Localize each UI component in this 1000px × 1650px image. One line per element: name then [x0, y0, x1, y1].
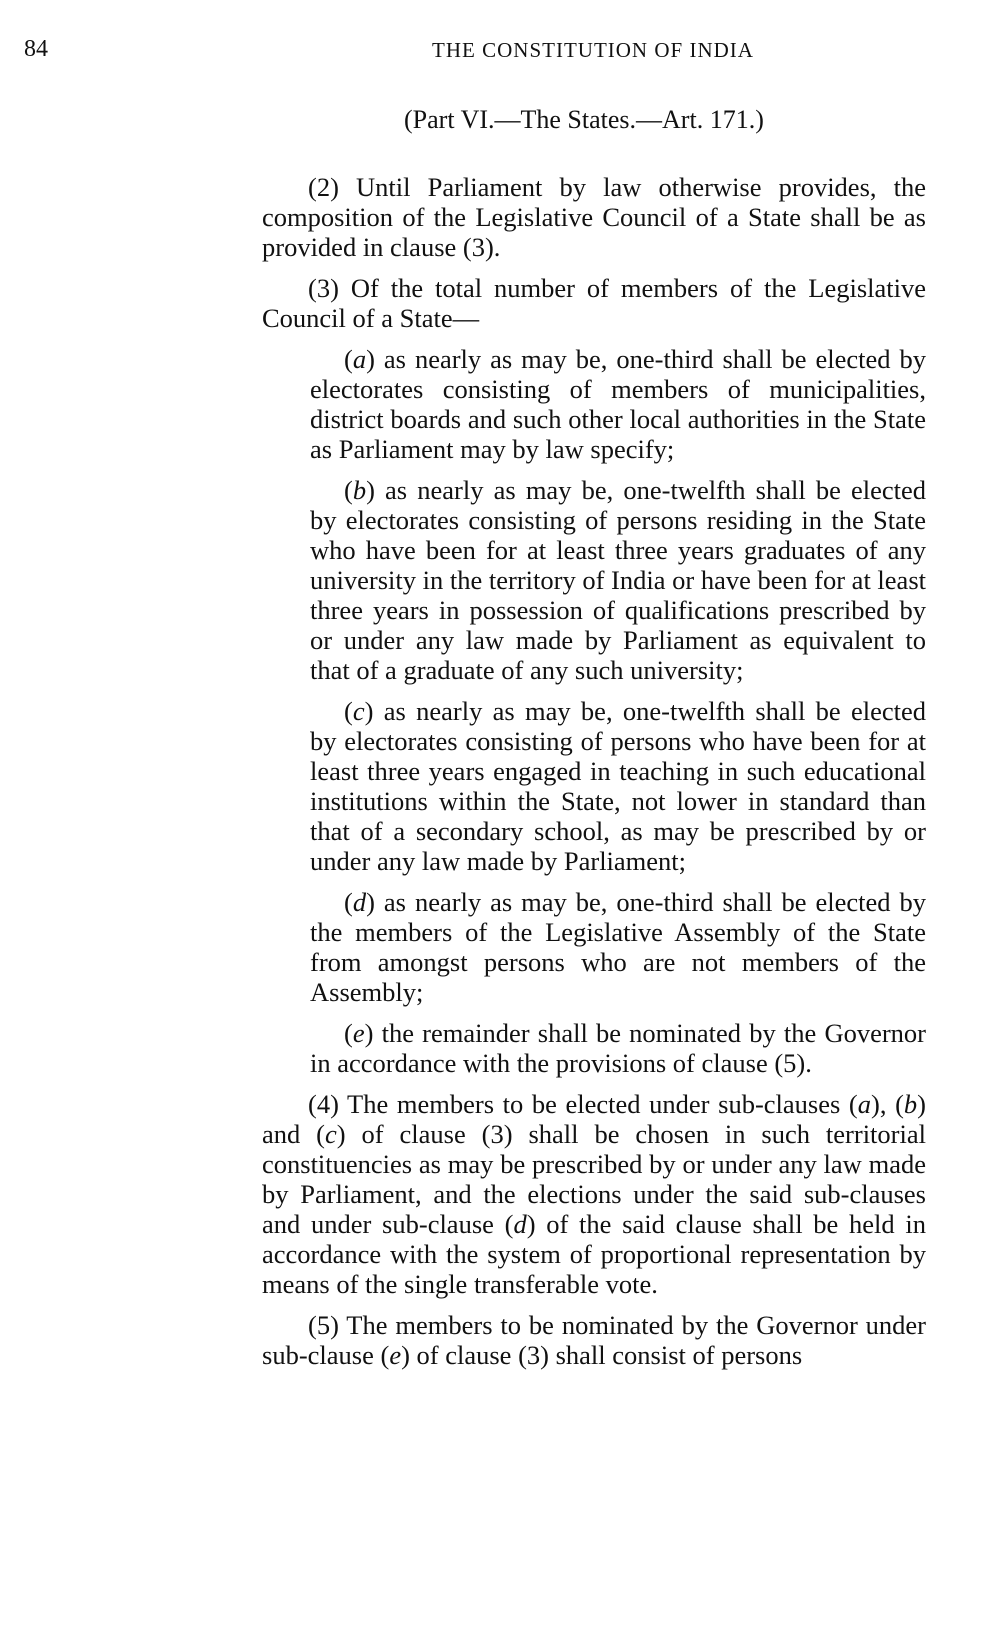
subclause-ref: a	[857, 1089, 872, 1119]
article-body	[262, 172, 926, 1381]
subclause-marker: e	[352, 1018, 365, 1048]
subclause-d: (d) as nearly as may be, one-third shall be elected by the members of the Legislative Assembly of the State from amongst persons who are not members of the Assembly;	[310, 887, 927, 1007]
subclause-text: the remainder shall be nominated by the Governor in accordance with the provisions of clause (5).	[310, 1018, 926, 1078]
subclause-text: as nearly as may be, one-third shall be elected by electorates consisting of members of municipalities, district boards and such other local authorities in the State as Parliament may by law specify;	[310, 344, 927, 464]
clause-3-intro: (3) Of the total number of members of the Legislative Council of a State—	[262, 273, 926, 333]
subclause-text: as nearly as may be, one-twelfth shall be elected by electorates consisting of persons residing in the State who have been for at least three years graduates of any university in the territory of India or have been for at least three years in possession of qualifications prescribed by or under any law made by Parliament as equivalent to that of a graduate of any such university;	[310, 475, 926, 685]
subclause-marker: c	[352, 696, 365, 726]
subclause-c: (c) as nearly as may be, one-twelfth shall be elected by electorates consisting of persons who have been for at least three years engaged in teaching in such educational institutions within the State, not lower in standard than that of a secondary school, as may be prescribed by or under any law made by Parliament;	[310, 696, 927, 876]
subclause-ref: e	[389, 1340, 402, 1370]
clause-4	[262, 1089, 926, 1299]
subclause-e: (e) the remainder shall be nominated by the Governor in accordance with the provisions of clause (5).	[310, 1018, 926, 1078]
clause-text: ), (	[871, 1089, 904, 1119]
subclause-text: as nearly as may be, one-third shall be elected by the members of the Legislative Assembly of the State from amongst persons who are not members of the Assembly;	[310, 887, 927, 1007]
subclause-marker: a	[352, 344, 367, 374]
subclause-marker: d	[352, 887, 367, 917]
clause-text: ) and (	[262, 1089, 926, 1149]
subclause-ref: d	[513, 1209, 527, 1239]
clause-text: (5) The members to be nominated by the Governor under sub-clause (	[262, 1310, 926, 1370]
subclause-ref: b	[903, 1089, 918, 1119]
subclause-marker: b	[352, 475, 367, 505]
clause-text: ) of the said clause shall be held in accordance with the system of proportional representation by means of the single transferable vote.	[262, 1209, 926, 1299]
subclause-text: as nearly as may be, one-twelfth shall be elected by electorates consisting of persons who have been for at least three years engaged in teaching in such educational institutions within the State, not lower in standard than that of a secondary school, as may be prescribed by or under any law made by Parliament;	[310, 696, 927, 876]
clause-5	[262, 1310, 926, 1370]
clause-2: (2) Until Parliament by law otherwise provides, the composition of the Legislative Council of a State shall be as provided in clause (3).	[262, 172, 926, 262]
clause-text: ) of clause (3) shall consist of persons	[401, 1340, 803, 1370]
running-title: THE CONSTITUTION OF INDIA	[432, 38, 754, 62]
clause-text: (4) The members to be elected under sub-clauses (	[308, 1089, 858, 1119]
subclause-ref: c	[325, 1119, 337, 1149]
part-heading: (Part VI.—The States.—Art. 171.)	[404, 105, 764, 134]
subclause-b: (b) as nearly as may be, one-twelfth shall be elected by electorates consisting of persons residing in the State who have been for at least three years graduates of any university in the territory of India or have been for at least three years in possession of qualifications prescribed by or under any law made by Parliament as equivalent to that of a graduate of any such university;	[310, 475, 926, 685]
subclause-a: (a) as nearly as may be, one-third shall be elected by electorates consisting of members of municipalities, district boards and such other local authorities in the State as Parliament may by law specify;	[310, 344, 927, 464]
clause-text: ) of clause (3) shall be chosen in such territorial constituencies as may be prescribed by or under any law made by Parliament, and the elections under the said sub-clauses and under sub-clause (	[262, 1119, 926, 1239]
page-number: 84	[24, 36, 48, 62]
